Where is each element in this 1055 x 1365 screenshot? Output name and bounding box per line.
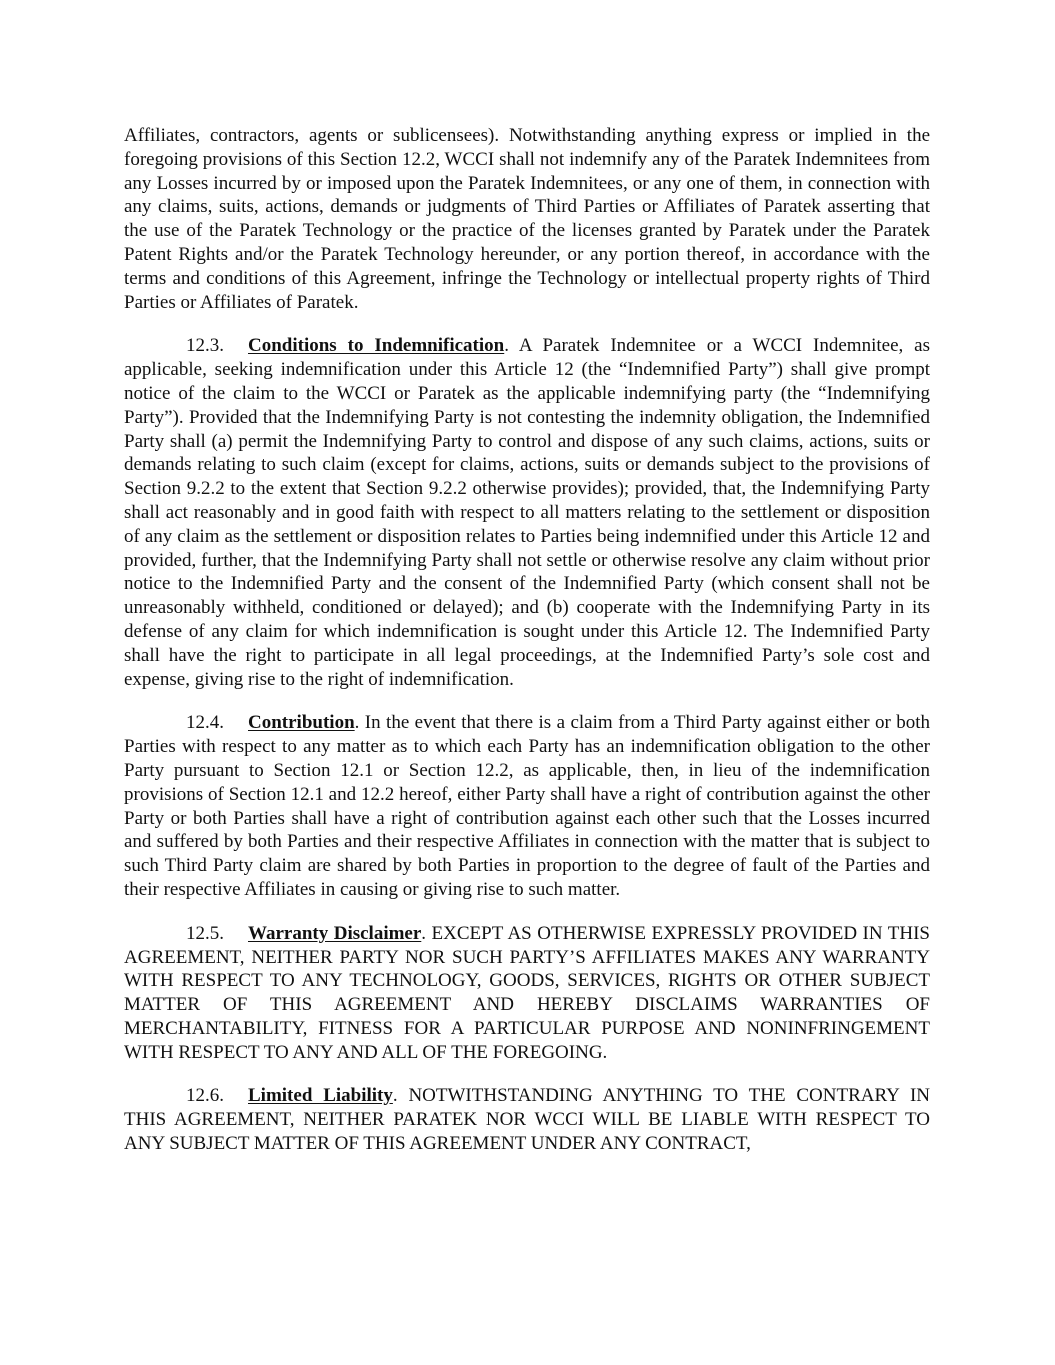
- section-12-6: [124, 1084, 930, 1155]
- section-12-4: [124, 711, 930, 901]
- section-title: Contribution: [248, 712, 355, 734]
- section-title: Warranty Disclaimer: [248, 922, 422, 944]
- section-body: . NOTWITHSTANDING ANYTHING TO THE CONTRARY IN THIS AGREEMENT, NEITHER PARATEK NOR WCCI WILL BE LIABLE WITH RESPECT TO ANY SUBJECT MATTER OF THIS AGREEMENT UNDER ANY CONTRACT,: [124, 1085, 930, 1155]
- section-title: Limited Liability: [248, 1085, 393, 1107]
- section-body: . In the event that there is a claim from a Third Party against either or both Parties with respect to any matter as to which each Party has an indemnification obligation to the other Party pursuant to Section 12.1 or Section 12.2, as applicable, then, in lieu of the indemnification provisions of Section 12.1 and 12.2 hereof, either Party shall have a right of contribution against the other Party or both Parties shall have a right of contribution against each other such that the Losses incurred and suffered by both Parties and their respective Affiliates in connection with the matter that is subject to such Third Party claim are shared by both Parties in proportion to the degree of fault of the Parties and their respective Affiliates in causing or giving rise to such matter.: [124, 712, 930, 900]
- section-body: . EXCEPT AS OTHERWISE EXPRESSLY PROVIDED IN THIS AGREEMENT, NEITHER PARTY NOR SUCH PARTY’S AFFILIATES MAKES ANY WARRANTY WITH RESPECT TO ANY TECHNOLOGY, GOODS, SERVICES, RIGHTS OR OTHER SUBJECT MATTER OF THIS AGREEMENT AND HEREBY DISCLAIMS WARRANTIES OF MERCHANTABILITY, FITNESS FOR A PARTICULAR PURPOSE AND NONINFRINGEMENT WITH RESPECT TO ANY AND ALL OF THE FOREGOING.: [124, 922, 930, 1063]
- section-number: 12.5.: [186, 922, 224, 944]
- section-body: . A Paratek Indemnitee or a WCCI Indemnitee, as applicable, seeking indemnification under this Article 12 (the “Indemnified Party”) shall give prompt notice of the claim to the WCCI or Paratek as the applicable indemnifying party (the “Indemnifying Party”). Provided that the Indemnifying Party is not contesting the indemnity obligation, the Indemnified Party shall (a) permit the Indemnifying Party to control and dispose of any such claims, actions, suits or demands relating to such claim (except for claims, actions, suits or demands subject to the provisions of Section 9.2.2 to the extent that Section 9.2.2 otherwise provides); provided, that, the Indemnifying Party shall act reasonably and in good faith with respect to all matters relating to the settlement or disposition of any claim as the settlement or disposition relates to Parties being indemnified under this Article 12 and provided, further, that the Indemnifying Party shall not settle or otherwise resolve any claim without prior notice to the Indemnified Party and the consent of the Indemnified Party (which consent shall not be unreasonably withheld, conditioned or delayed); and (b) cooperate with the Indemnifying Party in its defense of any claim for which indemnification is sought under this Article 12. The Indemnified Party shall have the right to participate in all legal proceedings, at the Indemnified Party’s sole cost and expense, giving rise to the right of indemnification.: [124, 335, 931, 690]
- section-12-3: [124, 334, 930, 691]
- document-page: [124, 124, 930, 1176]
- section-number: 12.4.: [186, 712, 224, 734]
- section-number: 12.6.: [186, 1085, 224, 1107]
- section-number: 12.3.: [186, 335, 224, 357]
- intro-paragraph: Affiliates, contractors, agents or sublicensees). Notwithstanding anything express or implied in the foregoing provisions of this Section 12.2, WCCI shall not indemnify any of the Paratek Indemnitees from any Losses incurred by or imposed upon the Paratek Indemnitees, or any one of them, in connection with any claims, suits, actions, demands or judgments of Third Parties or Affiliates of Paratek asserting that the use of the Paratek Technology or the practice of the licenses granted by Paratek under the Paratek Patent Rights and/or the Paratek Technology hereunder, or any portion thereof, in accordance with the terms and conditions of this Agreement, infringe the Technology or intellectual property rights of Third Parties or Affiliates of Paratek.: [124, 125, 930, 313]
- section-title: Conditions to Indemnification: [248, 335, 505, 357]
- section-12-5: [124, 922, 930, 1065]
